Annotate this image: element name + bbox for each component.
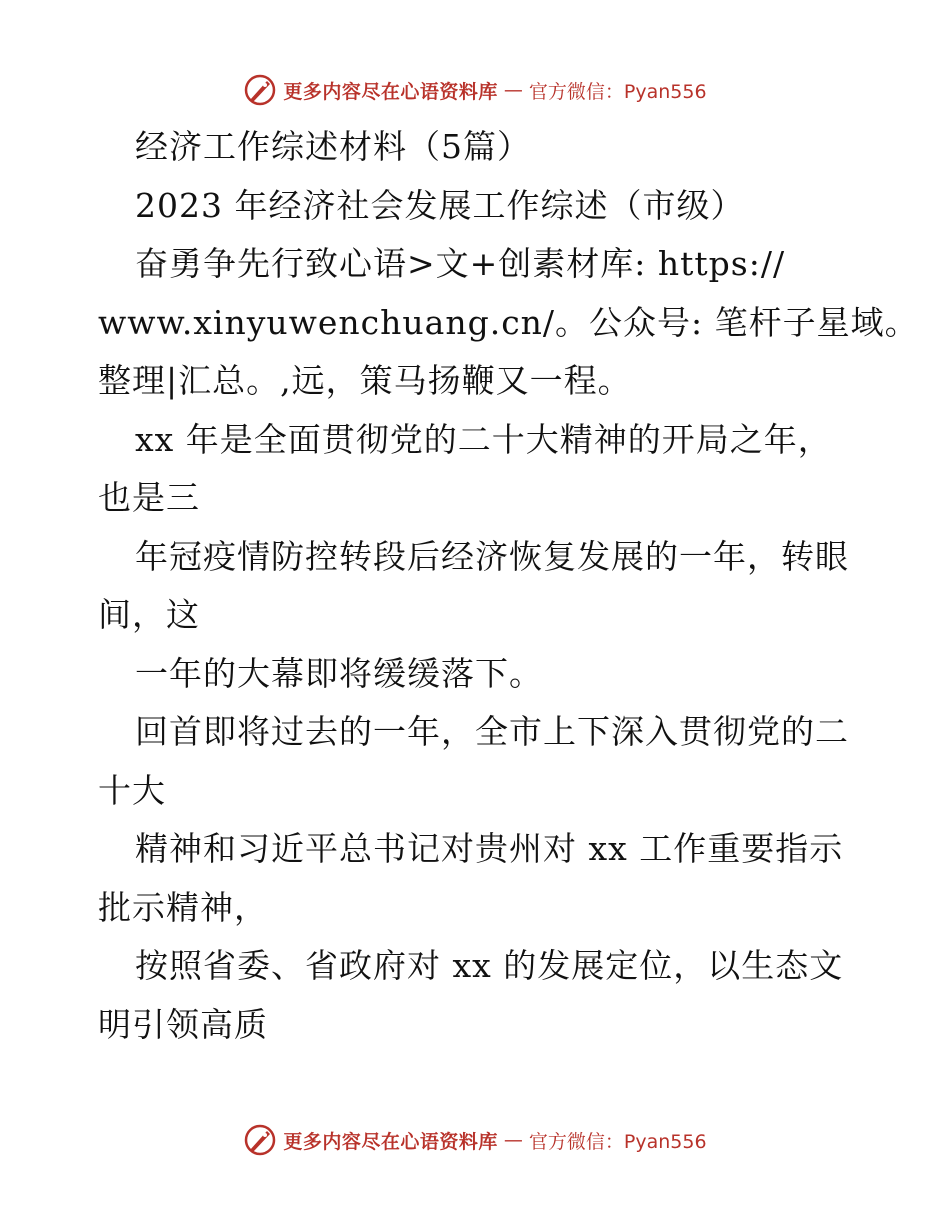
banner-separator: —: [503, 1129, 523, 1151]
paragraph-line: 间，这: [98, 595, 200, 634]
quill-pen-logo-icon: [243, 1123, 277, 1157]
paragraph-line: www.xinyuwenchuang.cn/。公众号: 笔杆子星域。: [98, 302, 919, 342]
paragraph-line: 批示精神，: [98, 887, 268, 927]
document-title: 经济工作综述材料（5篇）: [135, 127, 531, 166]
paragraph-line: 回首即将过去的一年，全市上下深入贯彻党的二: [135, 712, 849, 751]
paragraph-line: 年冠疫情防控转段后经济恢复发展的一年，转眼: [135, 536, 849, 576]
paragraph-line: 奋勇争先行致心语>文+创素材库: https://: [135, 244, 786, 283]
paragraph-line: 精神和习近平总书记对贵州对 xx 工作重要指示: [135, 829, 844, 868]
document-subtitle: 2023 年经济社会发展工作综述（市级）: [135, 185, 745, 225]
paragraph-line: 明引领高质: [98, 1004, 268, 1044]
banner-contact: 官方微信：Pyan556: [528, 80, 707, 103]
header-watermark-banner: [0, 70, 950, 110]
banner-title: 更多内容尽在心语资料库: [283, 1130, 498, 1153]
footer-watermark-banner: [0, 1120, 950, 1160]
banner-title: 更多内容尽在心语资料库: [283, 80, 498, 103]
banner-separator: —: [503, 79, 523, 101]
paragraph-line: xx 年是全面贯彻党的二十大精神的开局之年，: [135, 419, 832, 459]
paragraph-line: 整理|汇总。,远，策马扬鞭又一程。: [98, 361, 632, 400]
paragraph-line: 按照省委、省政府对 xx 的发展定位，以生态文: [135, 946, 844, 985]
paragraph-line: 也是三: [98, 478, 200, 517]
paragraph-line: 十大: [98, 770, 166, 810]
paragraph-line: 一年的大幕即将缓缓落下。: [135, 653, 543, 693]
banner-contact: 官方微信：Pyan556: [528, 1130, 707, 1153]
document-body: [98, 118, 919, 1054]
quill-pen-logo-icon: [243, 73, 277, 107]
